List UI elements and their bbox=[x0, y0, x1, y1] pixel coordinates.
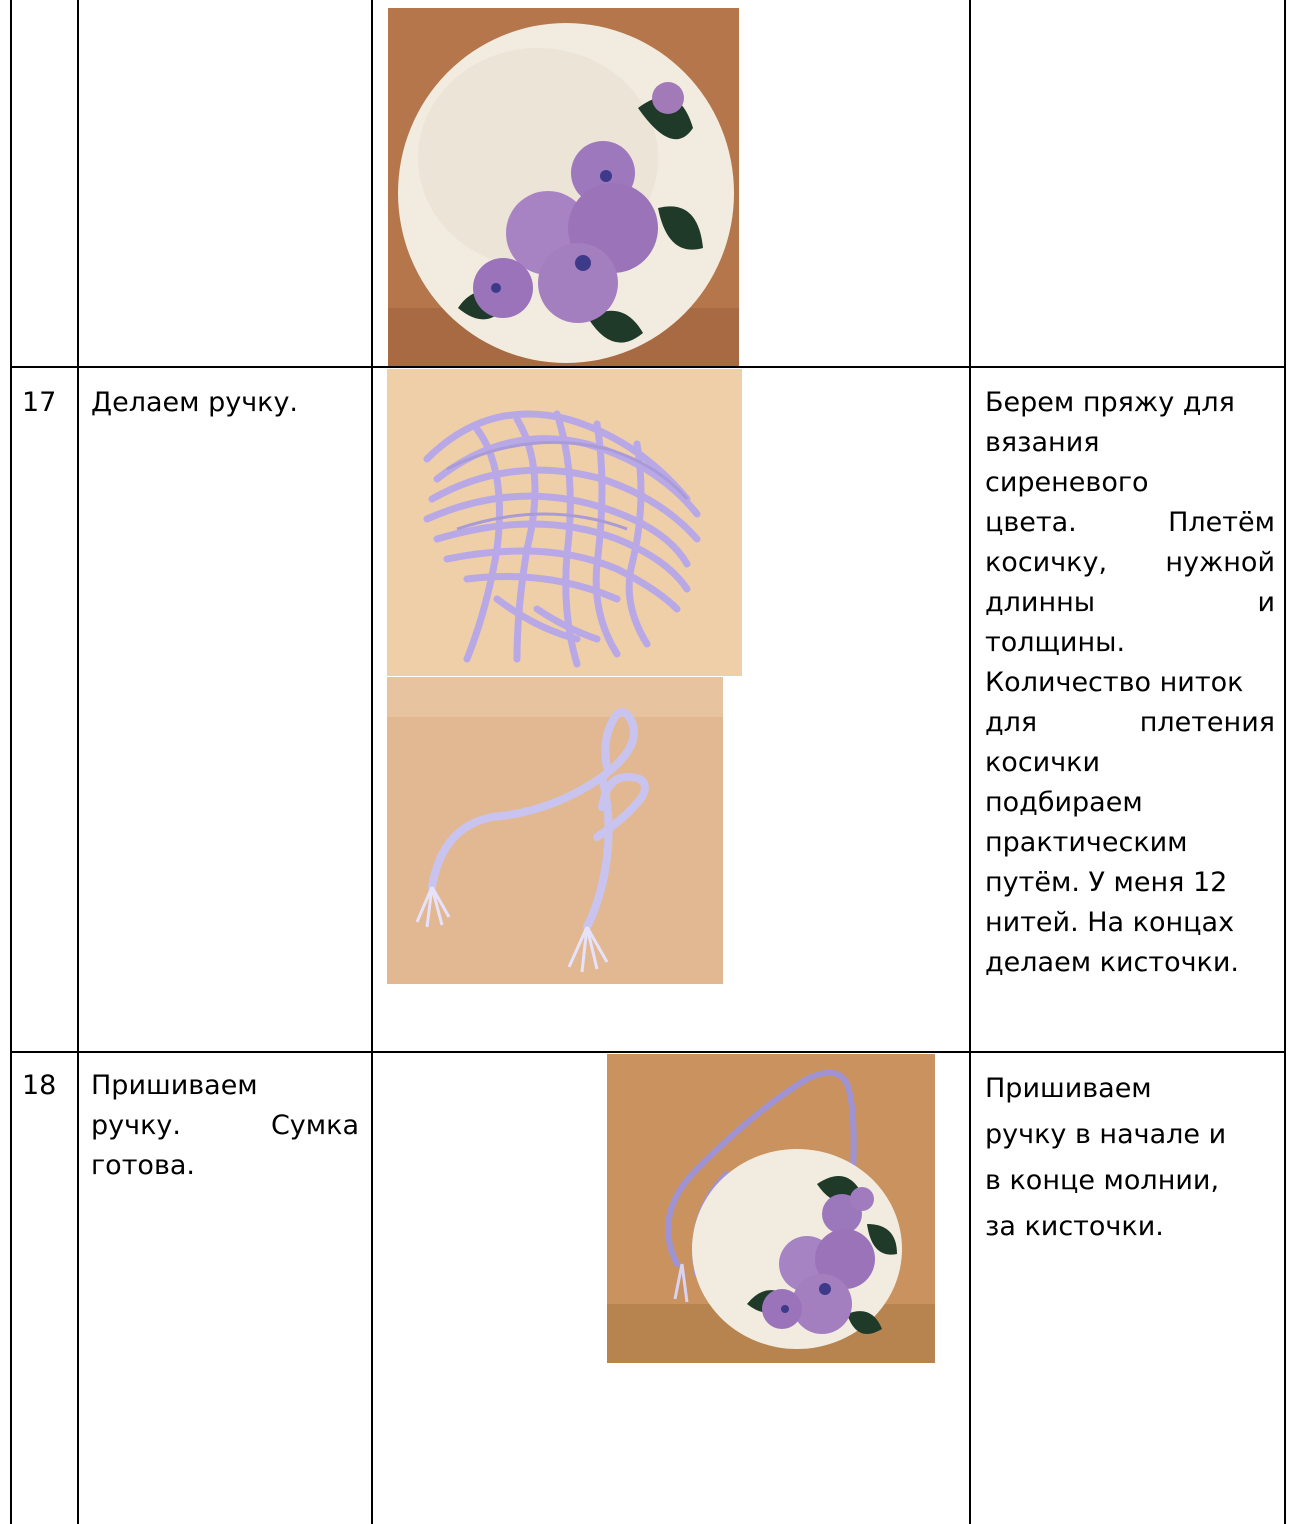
braided-cord-with-tassels-photo bbox=[387, 677, 723, 984]
description-line: ручку в начале и bbox=[985, 1119, 1227, 1150]
description-word: и bbox=[1257, 587, 1275, 618]
row-number: 17 bbox=[22, 387, 57, 418]
description-word: нужной bbox=[1165, 547, 1275, 578]
step-word: ручку. bbox=[91, 1110, 181, 1141]
description-line: толщины. bbox=[985, 627, 1126, 658]
description-line: Количество ниток bbox=[985, 667, 1244, 698]
description-line bbox=[985, 503, 1275, 543]
description-line: сиреневого bbox=[985, 467, 1149, 498]
description-word: плетения bbox=[1139, 707, 1275, 738]
description-line: нитей. На концах bbox=[985, 907, 1235, 938]
step-line: готова. bbox=[91, 1150, 195, 1181]
step-title: Делаем ручку. bbox=[91, 387, 299, 418]
step-line bbox=[91, 1106, 359, 1146]
felt-bag-with-flowers-photo bbox=[388, 8, 739, 366]
table-border-col1 bbox=[77, 0, 79, 1524]
description-line: Берем пряжу для bbox=[985, 387, 1235, 418]
description-line: подбираем bbox=[985, 787, 1143, 818]
table-border-col2 bbox=[371, 0, 373, 1524]
table-border-right bbox=[1284, 0, 1286, 1524]
description-word: Плетём bbox=[1168, 507, 1275, 538]
table-border-col3 bbox=[969, 0, 971, 1524]
description-line bbox=[985, 703, 1275, 743]
table-row-divider bbox=[10, 366, 1286, 368]
description-word: длинны bbox=[985, 587, 1096, 618]
description-line: делаем кисточки. bbox=[985, 947, 1239, 978]
description-line: Пришиваем bbox=[985, 1073, 1152, 1104]
finished-bag-with-handle-photo bbox=[607, 1054, 935, 1363]
description-line: путём. У меня 12 bbox=[985, 867, 1228, 898]
description-word: цвета. bbox=[985, 507, 1077, 538]
description-line: практическим bbox=[985, 827, 1188, 858]
step-word: Сумка bbox=[270, 1110, 359, 1141]
row-17-description bbox=[985, 383, 1275, 983]
table-row-divider bbox=[10, 1051, 1286, 1053]
lilac-yarn-skein-photo bbox=[387, 369, 742, 676]
description-line: за кисточки. bbox=[985, 1211, 1164, 1242]
step-title bbox=[91, 1066, 359, 1186]
description-line bbox=[985, 543, 1275, 583]
row-18-description bbox=[985, 1066, 1275, 1250]
row-number: 18 bbox=[22, 1070, 57, 1101]
step-line: Пришиваем bbox=[91, 1070, 258, 1101]
description-line: в конце молнии, bbox=[985, 1165, 1220, 1196]
description-line bbox=[985, 583, 1275, 623]
description-word: косичку, bbox=[985, 547, 1108, 578]
description-line: косички bbox=[985, 747, 1101, 778]
table-border-left bbox=[10, 0, 12, 1524]
description-word: для bbox=[985, 707, 1038, 738]
description-line: вязания bbox=[985, 427, 1100, 458]
